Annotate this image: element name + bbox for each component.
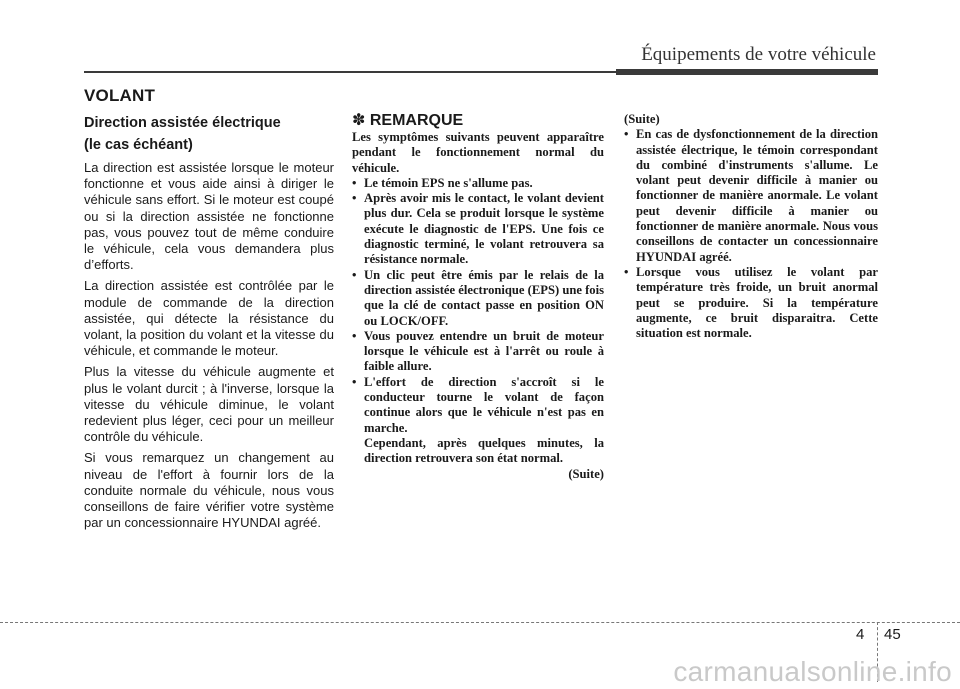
note-bullet: • En cas de dysfonctionnement de la direction assistée électrique, le témoin correspondant du combiné d'instruments s'allume. Le volant peut devenir difficile à manier ou fonctionner de manière anormale. Le volant peut devenir difficile à manier ou fonctionner de manière anormale. Nous vous conseillons de contacter un concessionnaire HYUNDAI agréé. bbox=[624, 127, 878, 265]
column-middle bbox=[352, 112, 604, 482]
header-rule bbox=[84, 71, 616, 73]
note-bullet: • Un clic peut être émis par le relais de la direction assistée électronique (EPS) une fois que la clé de contact passe en position ON ou LOCK/OFF. bbox=[352, 268, 604, 329]
suite-label: (Suite) bbox=[624, 112, 660, 126]
note-bullet: • Après avoir mis le contact, le volant devient plus dur. Cela se produit lorsque le système exécute le diagnostic de l'EPS. Une fois ce diagnostic terminé, le volant retrouvera sa résistance normale. bbox=[352, 191, 604, 267]
chapter-title: Équipements de votre véhicule bbox=[641, 44, 876, 65]
note-intro: Les symptômes suivants peuvent apparaître pendant le fonctionnement normal du véhicule. bbox=[352, 130, 604, 175]
column-right bbox=[624, 112, 878, 341]
note-bullet-text: L'effort de direction s'accroît si le conducteur tourne le volant de façon continue alors que le véhicule n'est pas en marche. bbox=[364, 374, 604, 435]
paragraph: Si vous remarquez un changement au niveau de l'effort à fournir lors de la conduite normale du véhicule, nous vous conseillons de faire vérifier votre système par un concessionnaire HYUNDAI agréé. bbox=[84, 450, 334, 531]
subsection-heading-line1: Direction assistée électrique bbox=[84, 115, 281, 131]
section-title: VOLANT bbox=[84, 86, 156, 105]
note-bullet: • Vous pouvez entendre un bruit de moteur lorsque le véhicule est à l'arrêt ou roule à faible allure. bbox=[352, 329, 604, 375]
header-bar bbox=[616, 69, 878, 75]
subsection-heading-line2: (le cas échéant) bbox=[84, 137, 193, 153]
note-bullet: • Lorsque vous utilisez le volant par température très froide, un bruit anormal peut se produire. Si la température augmente, ce bruit disparaitra. Cette situation est normale. bbox=[624, 265, 878, 341]
column-left bbox=[84, 112, 334, 536]
footer-rule bbox=[0, 622, 960, 623]
page-number: 45 bbox=[884, 626, 901, 643]
paragraph: La direction est assistée lorsque le moteur fonctionne et vous aide ainsi à diriger le véhicule sans effort. Si le moteur est coupé ou si la direction assistée ne fonctionne pas, vous pouvez tout de même conduire le véhicule, cela vous demandera plus d’efforts. bbox=[84, 160, 334, 273]
note-bullet-list bbox=[624, 127, 878, 341]
note-bullet bbox=[352, 375, 604, 467]
suite-label: (Suite) bbox=[568, 466, 604, 481]
note-bullet: • Le témoin EPS ne s'allume pas. bbox=[352, 176, 604, 191]
note-bullet-continuation: Cependant, après quelques minutes, la direction retrouvera son état normal. bbox=[364, 435, 604, 466]
paragraph: Plus la vitesse du véhicule augmente et plus le volant durcit ; à l'inverse, lorsque la vitesse du véhicule diminue, le volant redevient plus léger, ceci pour un meilleur contrôle du véhicule. bbox=[84, 364, 334, 445]
chapter-number: 4 bbox=[856, 626, 865, 643]
note-bullet-list bbox=[352, 176, 604, 467]
watermark: carmanualsonline.info bbox=[673, 656, 952, 687]
note-heading: ✽ REMARQUE bbox=[352, 112, 464, 129]
subsection-heading bbox=[84, 112, 334, 156]
paragraph: La direction assistée est contrôlée par le module de commande de la direction assistée, qui détecte la résistance du volant, la position du volant et la vitesse du véhicule, et commande le moteur. bbox=[84, 278, 334, 359]
